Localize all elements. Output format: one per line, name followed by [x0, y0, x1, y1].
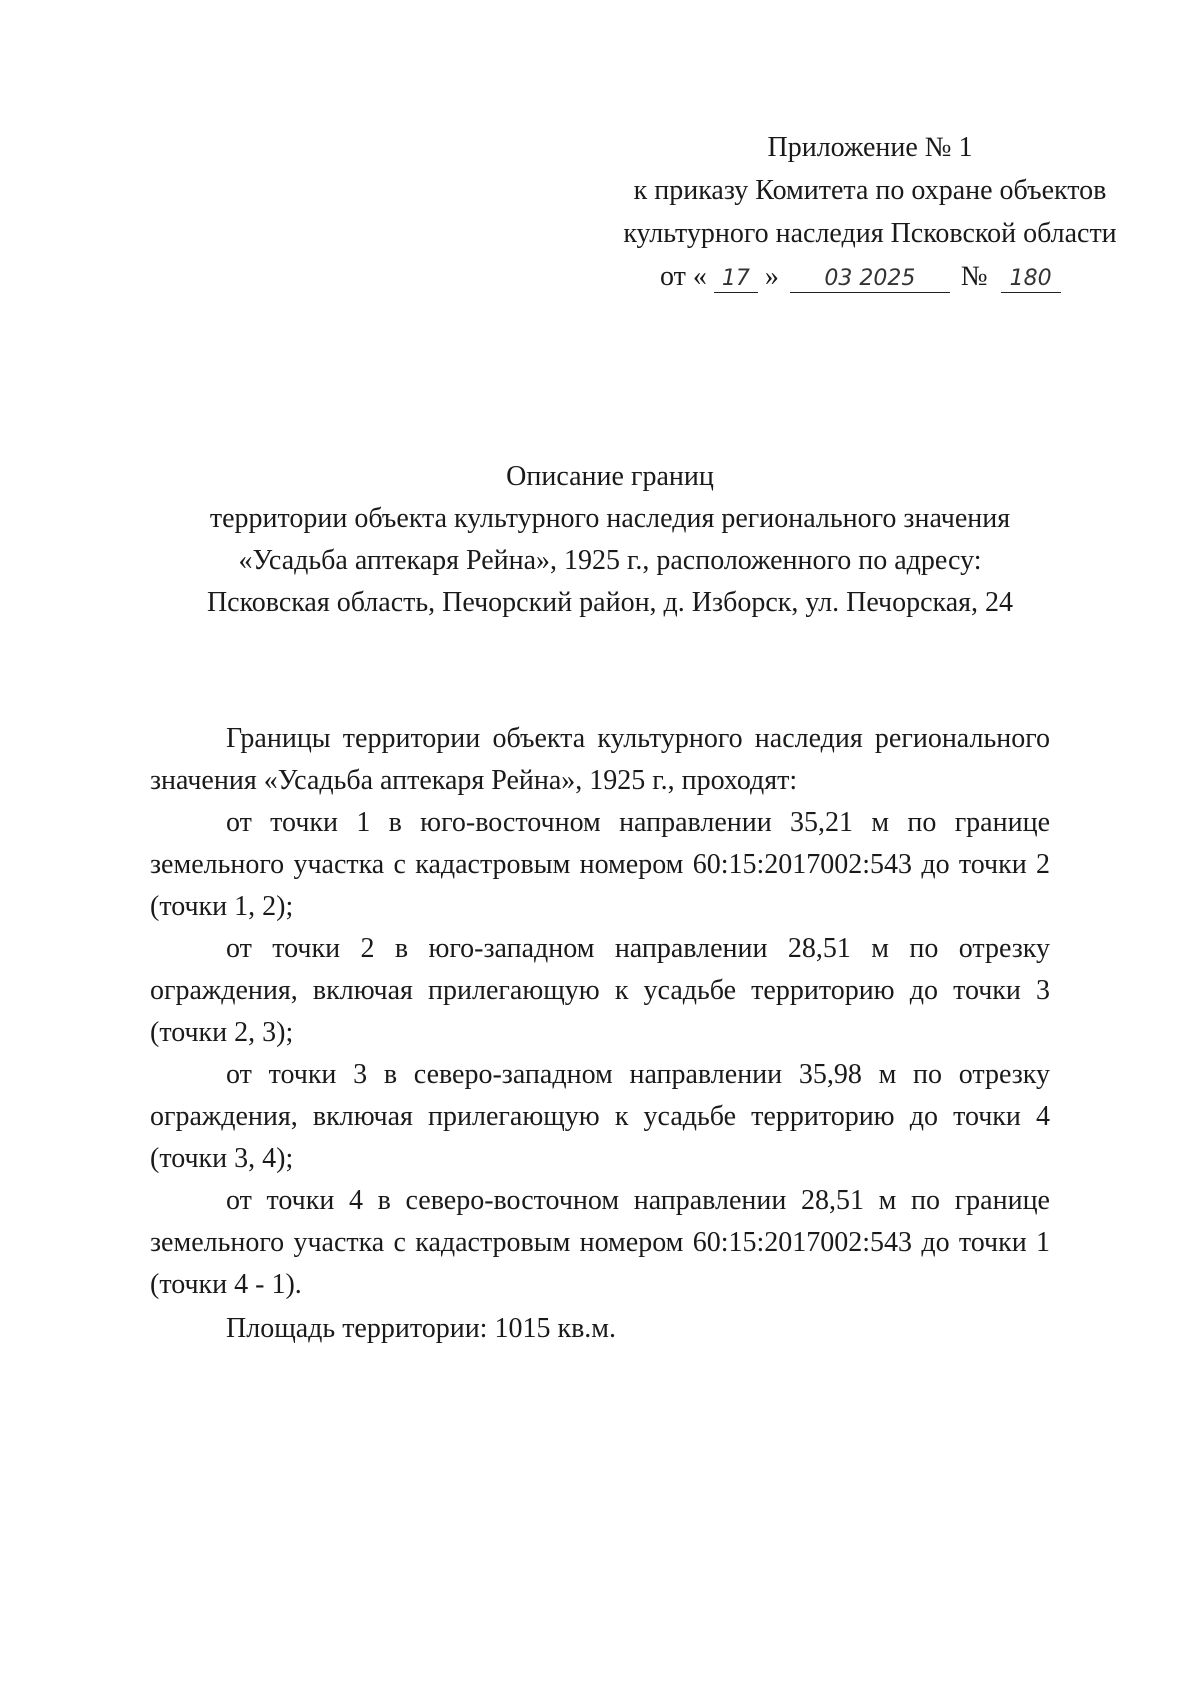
body-intro: Границы территории объекта культурного наследия регионального значения «Усадьба аптекаря Рейна», 1925 г., проходят:: [150, 723, 1050, 796]
appendix-committee: культурного наследия Псковской области: [623, 218, 1117, 249]
boundary-segment-4: от точки 4 в северо-восточном направлении 28,51 м по границе земельного участка с кадастровым номером 60:15:2017002:543 до точки 1 (точки 4 - 1).: [150, 1185, 1050, 1300]
title-line-2: территории объекта культурного наследия регионального значения: [209, 503, 1011, 534]
territory-area: Площадь территории: 1015 кв.м.: [226, 1313, 617, 1344]
number-label: №: [960, 261, 988, 292]
appendix-order-ref: к приказу Комитета по охране объектов: [633, 175, 1107, 206]
order-date-line: [590, 255, 1150, 298]
handwritten-day: 17: [714, 266, 758, 293]
title-line-3: «Усадьба аптекаря Рейна», 1925 г., расположенного по адресу:: [238, 545, 982, 576]
boundary-segment-1: от точки 1 в юго-восточном направлении 35,21 м по границе земельного участка с кадастровым номером 60:15:2017002:543 до точки 2 (точки 1, 2);: [150, 807, 1050, 922]
handwritten-order-number: 180: [1001, 266, 1061, 293]
title-line-4: Псковская область, Печорский район, д. Изборск, ул. Печорская, 24: [206, 587, 1014, 618]
boundary-segment-2: от точки 2 в юго-западном направлении 28,51 м по отрезку ограждения, включая прилегающую к усадьбе территорию до точки 3 (точки 2, 3);: [150, 933, 1050, 1048]
title-line-1: Описание границ: [506, 461, 714, 492]
appendix-header: [590, 126, 1150, 298]
boundary-segment-3: от точки 3 в северо-западном направлении 35,98 м по отрезку ограждения, включая прилегающую к усадьбе территорию до точки 4 (точки 3, 4);: [150, 1059, 1050, 1174]
document-body: [150, 718, 1050, 1350]
document-title: [150, 456, 1070, 624]
date-mid: »: [764, 261, 779, 292]
appendix-title: Приложение № 1: [767, 132, 973, 163]
date-prefix: от «: [660, 261, 707, 292]
handwritten-month-year: 03 2025: [790, 266, 950, 293]
